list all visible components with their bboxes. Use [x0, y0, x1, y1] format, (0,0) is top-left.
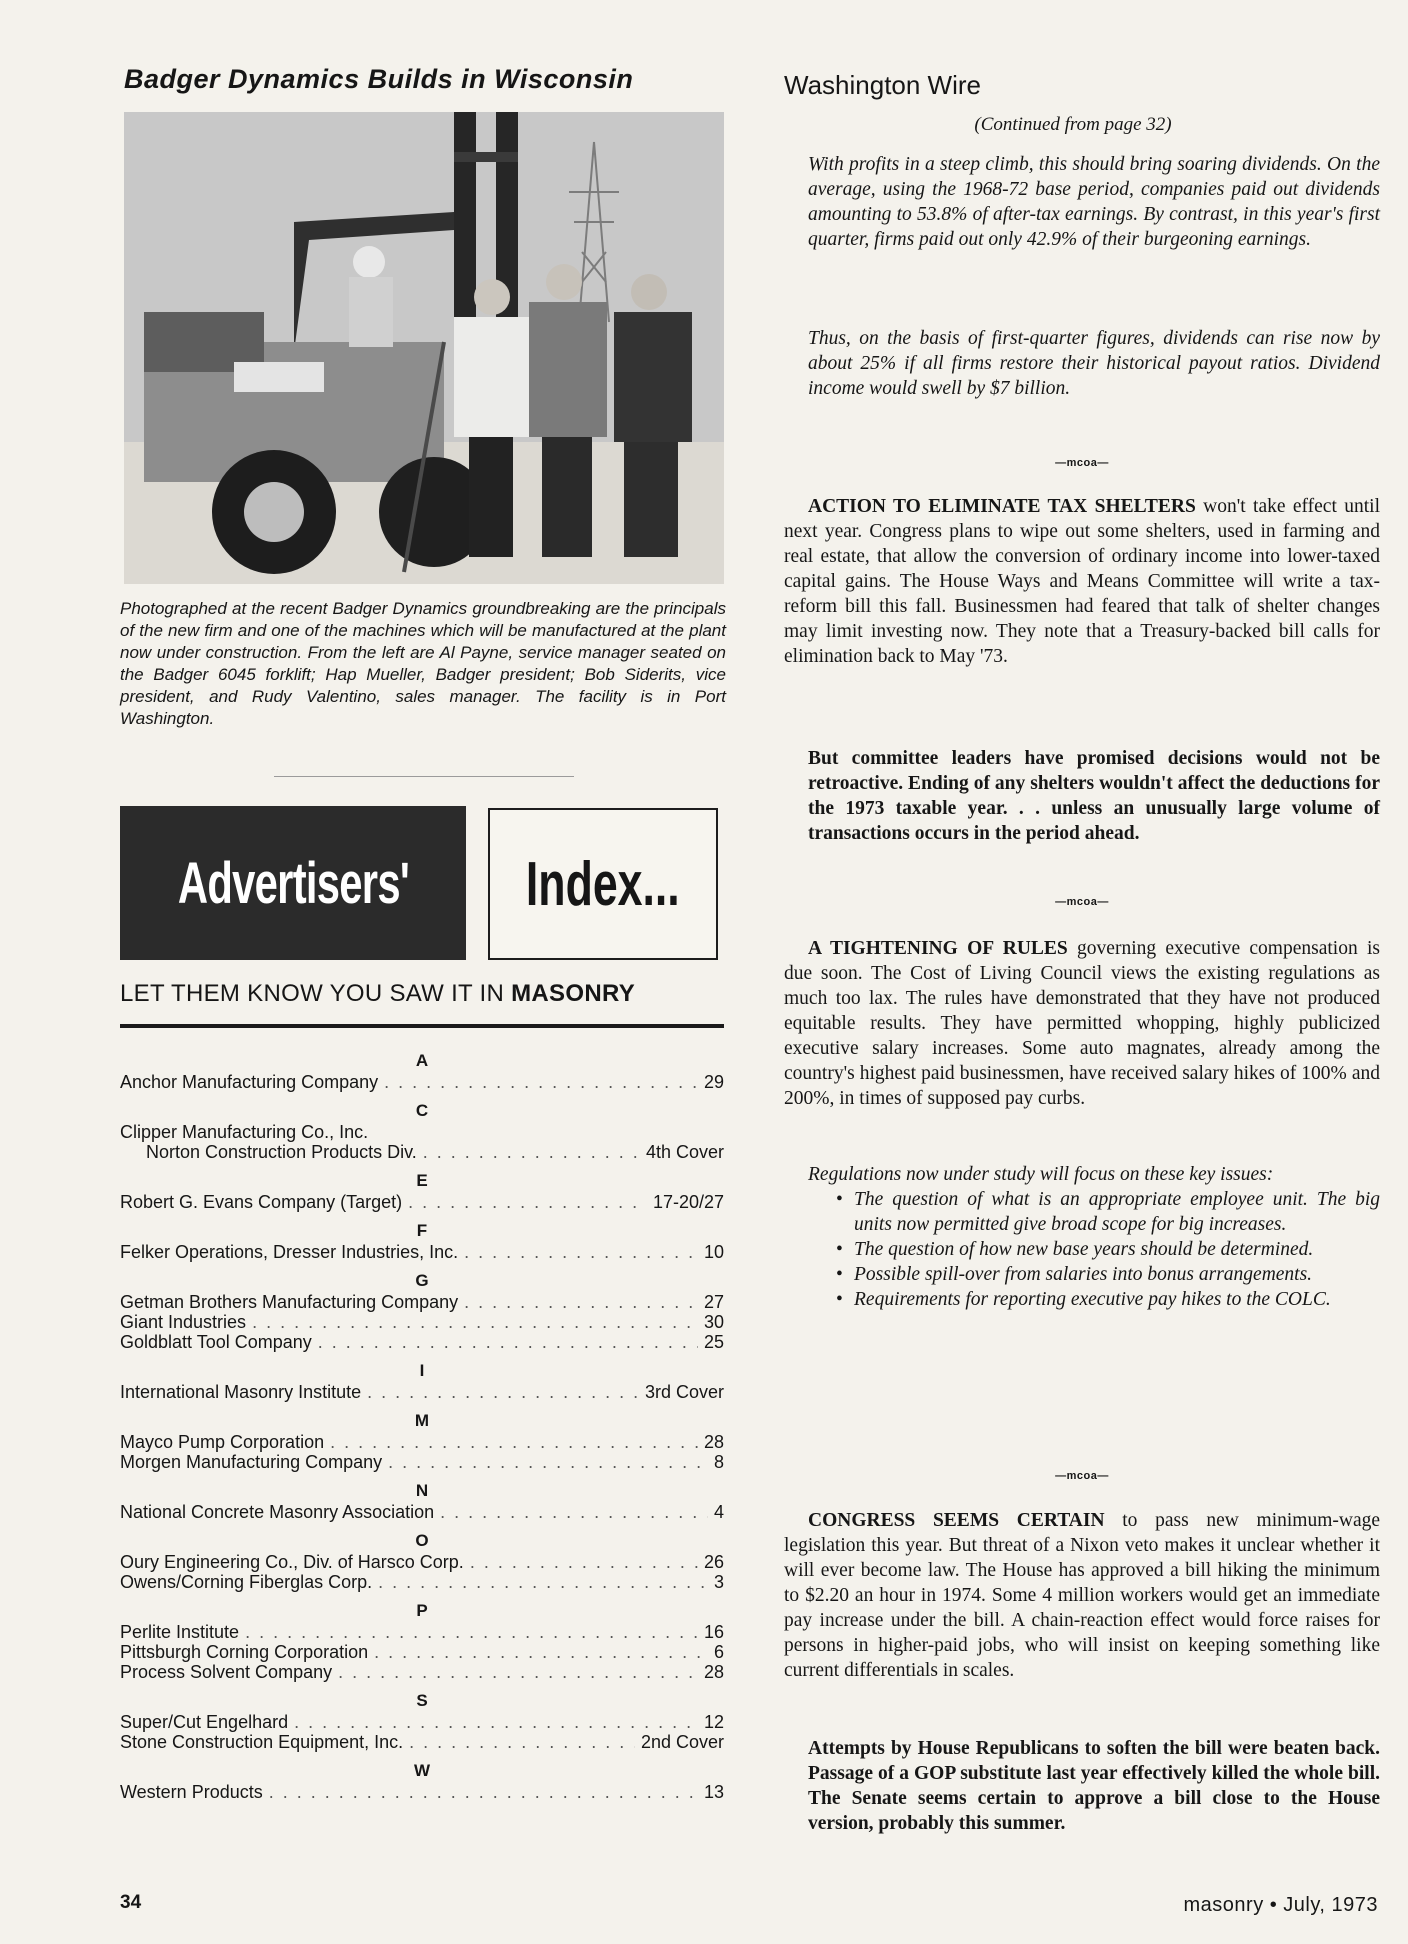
- column-headline: Washington Wire: [784, 70, 981, 100]
- section-tightening-rules: A TIGHTENING OF RULES governing executive compensation is due soon. The Cost of Living Council views the existing regulations as much too lax. The rules have demonstrated that they have not produced equitable results. They have permitted whopping, highly publicized executive salary increases. Some auto magnates, already among the country's highest paid businessmen, have received salary hikes of 100% and 200%, in times of supposed pay curbs.: [784, 938, 1380, 1109]
- index-entry: Stone Construction Equipment, Inc. . . . 2nd Cover: [120, 1732, 724, 1752]
- index-entry: Mayco Pump Corporation . . . 28: [120, 1432, 724, 1452]
- index-letter: I: [419, 1361, 425, 1380]
- index-entry: Robert G. Evans Company (Target) . . . 17-20/27: [120, 1192, 724, 1212]
- index-group-e: [120, 1170, 724, 1212]
- regulations-list: Regulations now under study will focus on these key issues: • The question of what is an appropriate employee unit. The big units now permitted give broad scope for big increases. • The question of how new base years should be determined. • Possible spill-over from salaries into bonus arrangements. • Requirements for reporting executive pay hikes to the COLC.: [784, 1162, 1380, 1312]
- advertisers-banner: [120, 806, 466, 960]
- index-letter: A: [415, 1051, 429, 1070]
- list-item: • The question of how new base years should be determined.: [836, 1237, 1380, 1262]
- index-group-g: [120, 1270, 724, 1352]
- list-item: • Possible spill-over from salaries into bonus arrangements.: [836, 1262, 1380, 1287]
- index-entry: Clipper Manufacturing Co., Inc.: [120, 1122, 369, 1142]
- article-headline: Badger Dynamics Builds in Wisconsin: [124, 64, 634, 94]
- index-entry: International Masonry Institute . . . 3rd Cover: [120, 1382, 724, 1402]
- index-entry: Owens/Corning Fiberglas Corp. . . . 3: [120, 1572, 724, 1592]
- index-letter: O: [415, 1531, 429, 1550]
- index-entry: Felker Operations, Dresser Industries, Inc. . . . 10: [120, 1242, 724, 1262]
- index-letter: W: [413, 1761, 431, 1780]
- index-rule: [120, 1024, 724, 1028]
- list-item: • Requirements for reporting executive pay hikes to the COLC.: [836, 1287, 1380, 1312]
- separator: —mcoa—: [1055, 1470, 1109, 1482]
- index-letter: F: [416, 1221, 428, 1240]
- photo-caption: Photographed at the recent Badger Dynamics groundbreaking are the principals of the new firm and one of the machines which will be manufactured at the plant now under construction. From the left are Al Payne, service manager seated on the Badger 6045 forklift; Hap Mueller, Badger president; Bob Siderits, vice president, and Rudy Valentino, sales manager. The facility is in Port Washington.: [120, 599, 726, 728]
- index-letter: E: [416, 1171, 428, 1190]
- paragraph-dividends: With profits in a steep climb, this should bring soaring dividends. On the average, using the 1968-72 base period, companies paid out dividends amounting to 53.8% of after-tax earnings. By contrast, in this year's first quarter, firms paid out only 42.9% of their burgeoning earnings.: [808, 154, 1380, 250]
- index-group-c: [120, 1100, 724, 1162]
- index-group-s: [120, 1690, 724, 1752]
- advertisers-index: [120, 1050, 724, 1810]
- index-entry: Oury Engineering Co., Div. of Harsco Corp. . . . 26: [120, 1552, 724, 1572]
- index-letter: N: [415, 1481, 429, 1500]
- index-entry: Morgen Manufacturing Company . . . 8: [120, 1452, 724, 1472]
- index-entry: Perlite Institute . . . 16: [120, 1622, 724, 1642]
- index-group-m: [120, 1410, 724, 1472]
- index-letter: C: [415, 1101, 429, 1120]
- groundbreaking-photo: [124, 112, 724, 584]
- index-entry: Process Solvent Company . . . 28: [120, 1662, 724, 1682]
- index-group-a: [120, 1050, 724, 1092]
- tax-shelters-bold: But committee leaders have promised decisions would not be retroactive. Ending of any shelters wouldn't affect the deductions for the 1973 taxable year. . . unless an unusually large volume of transactions occurs in the period ahead.: [808, 748, 1380, 844]
- section-tax-shelters: ACTION TO ELIMINATE TAX SHELTERS won't take effect until next year. Congress plans to wipe out some shelters, used in farming and real estate, that allow the conversion of ordinary income into lower-taxed capital gains. The House Ways and Means Committee will write a tax-reform bill this fall. Businessmen had feared that talk of shelter changes may limit investing now. They note that a Treasury-backed bill calls for elimination back to May '73.: [784, 496, 1380, 667]
- index-entry: Anchor Manufacturing Company . . . 29: [120, 1072, 724, 1092]
- index-group-i: [120, 1360, 724, 1402]
- section-minimum-wage: CONGRESS SEEMS CERTAIN to pass new minimum-wage legislation this year. But threat of a Nixon veto makes it unclear whether it will ever become law. The House has approved a bill hiking the minimum to $2.20 an hour in 1974. Some 4 million workers would get an immediate pay increase under the bill. A chain-reaction effect would force raises for persons in higher-paid jobs, who will insist on keeping something like current differentials in scales.: [784, 1510, 1381, 1681]
- page-number: 34: [120, 1892, 142, 1913]
- index-entry: Giant Industries . . . 30: [120, 1312, 724, 1332]
- let-them-know-line: LET THEM KNOW YOU SAW IT IN MASONRY: [120, 980, 636, 1007]
- index-group-o: [120, 1530, 724, 1592]
- index-entry: Getman Brothers Manufacturing Company . . . 27: [120, 1292, 724, 1312]
- advertisers-label: Advertisers': [177, 850, 409, 916]
- minimum-wage-bold: Attempts by House Republicans to soften the bill were beaten back. Passage of a GOP substitute last year effectively killed the whole bill. The Senate seems certain to approve a bill close to the House version, probably this summer.: [808, 1738, 1380, 1834]
- divider: [274, 776, 574, 777]
- index-group-f: [120, 1220, 724, 1262]
- index-letter: P: [416, 1601, 428, 1620]
- footer-issue: masonry • July, 1973: [1183, 1894, 1378, 1916]
- continued-note: (Continued from page 32): [974, 114, 1172, 135]
- index-group-w: [120, 1760, 724, 1802]
- index-label: Index...: [526, 849, 680, 919]
- separator: —mcoa—: [1055, 896, 1109, 908]
- index-banner: [488, 808, 718, 960]
- index-letter: G: [415, 1271, 429, 1290]
- index-entry: Western Products . . . 13: [120, 1782, 724, 1802]
- index-letter: S: [416, 1691, 428, 1710]
- index-group-p: [120, 1600, 724, 1682]
- index-letter: M: [414, 1411, 430, 1430]
- index-entry: Goldblatt Tool Company . . . 25: [120, 1332, 724, 1352]
- list-item: • The question of what is an appropriate employee unit. The big units now permitted give broad scope for big increases.: [836, 1187, 1380, 1237]
- index-entry: Pittsburgh Corning Corporation . . . 6: [120, 1642, 724, 1662]
- index-entry: Norton Construction Products Div. . . . 4th Cover: [120, 1142, 724, 1162]
- separator: —mcoa—: [1055, 457, 1109, 469]
- paragraph-dividend-rise: Thus, on the basis of first-quarter figures, dividends can rise now by about 25% if all firms restore their historical payout ratios. Dividend income would swell by $7 billion.: [808, 328, 1380, 399]
- index-group-n: [120, 1480, 724, 1522]
- index-entry: National Concrete Masonry Association . . . 4: [120, 1502, 724, 1522]
- index-entry: Super/Cut Engelhard . . . 12: [120, 1712, 724, 1732]
